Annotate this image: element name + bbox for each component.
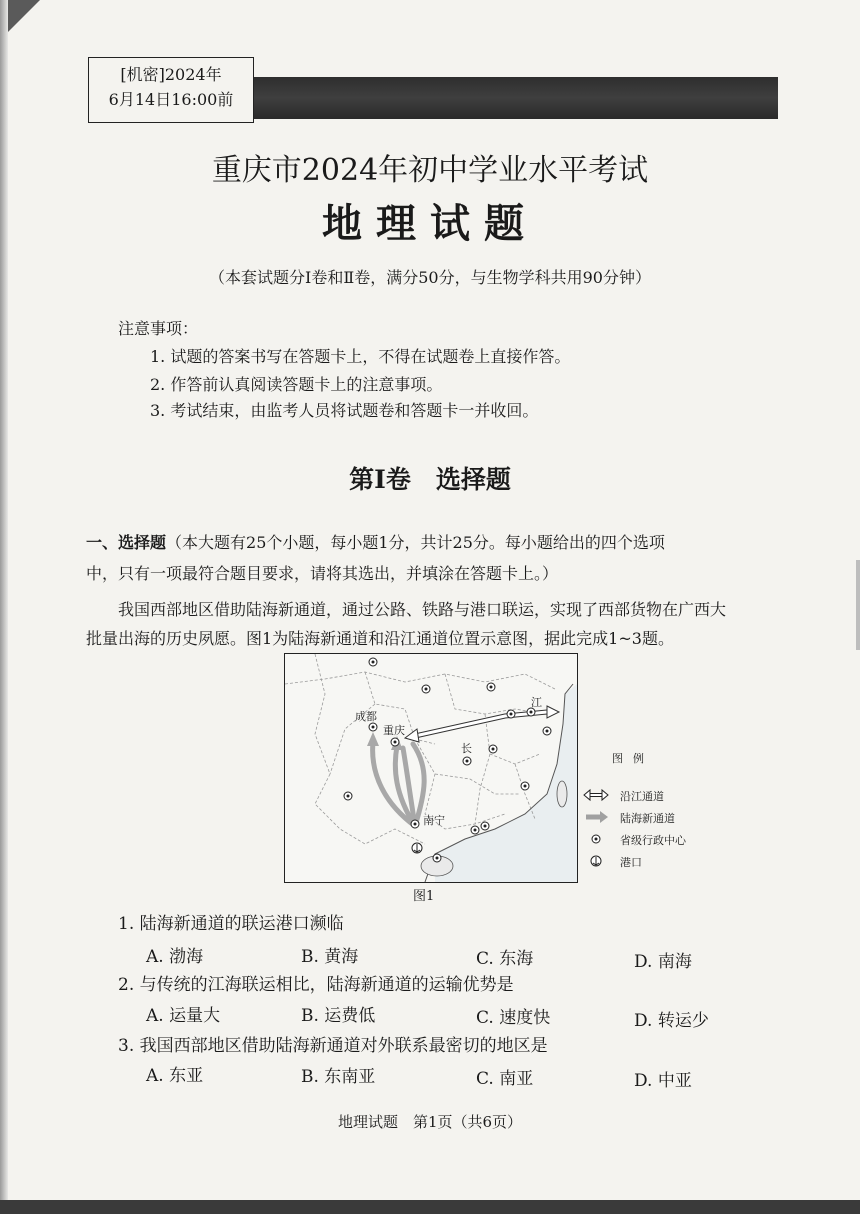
instructions-line-1 xyxy=(86,527,786,558)
label-nanning: 南宁 xyxy=(423,814,445,827)
notes-heading: 注意事项： xyxy=(118,319,199,338)
yangtze-corridor xyxy=(405,706,559,742)
scan-edge-bottom xyxy=(0,1200,860,1214)
figure-map xyxy=(284,653,578,883)
question-1-stem: 1. 陆海新通道的联运港口濒临 xyxy=(118,914,344,934)
legend-row-land-sea xyxy=(582,808,722,826)
question-1-option-c: C. 东海 xyxy=(476,949,534,969)
port-beibu xyxy=(412,843,422,853)
instructions-lead: 一、选择题 xyxy=(86,533,167,552)
label-chongqing: 重庆 xyxy=(383,724,405,737)
note-item: 1. 试题的答案书写在答题卡上，不得在试题卷上直接作答。 xyxy=(150,347,571,366)
confidential-line-1: [机密]2024年 xyxy=(120,65,222,84)
question-1-option-a: A. 渤海 xyxy=(146,947,204,967)
question-3-option-a: A. 东亚 xyxy=(146,1066,204,1086)
label-jiang: 江 xyxy=(531,696,542,709)
double-arrow-icon xyxy=(582,786,610,804)
question-3-option-c: C. 南亚 xyxy=(476,1069,534,1089)
confidential-box xyxy=(88,57,254,123)
question-2-option-a: A. 运量大 xyxy=(146,1006,221,1026)
question-3-option-b: B. 东南亚 xyxy=(301,1067,376,1087)
note-item: 2. 作答前认真阅读答题卡上的注意事项。 xyxy=(150,375,443,394)
question-2-option-b: B. 运费低 xyxy=(301,1006,376,1026)
label-chang: 长 xyxy=(461,742,472,755)
legend-label: 港口 xyxy=(620,856,642,869)
scan-edge-right xyxy=(856,560,860,650)
land-sea-corridor xyxy=(373,742,425,826)
passage-line-1: 我国西部地区借助陆海新通道，通过公路、铁路与港口联运，实现了西部货物在广西大 xyxy=(118,600,727,619)
question-3-stem: 3. 我国西部地区借助陆海新通道对外联系最密切的地区是 xyxy=(118,1036,548,1056)
question-2-option-d: D. 转运少 xyxy=(634,1011,709,1031)
legend-title: 图例 xyxy=(612,752,654,765)
exam-title: 重庆市2024年初中学业水平考试 xyxy=(211,153,649,188)
grey-arrow-icon xyxy=(582,808,610,826)
question-2-stem: 2. 与传统的江海联运相比，陆海新通道的运输优势是 xyxy=(118,975,514,995)
passage-line-2: 批量出海的历史夙愿。图1为陆海新通道和沿江通道位置示意图，据此完成1~3题。 xyxy=(86,629,674,648)
legend-label: 陆海新通道 xyxy=(620,812,675,825)
page-footer: 地理试题 第1页（共6页） xyxy=(337,1113,523,1131)
question-1-option-d: D. 南海 xyxy=(634,952,692,972)
legend-row-capital xyxy=(582,830,722,848)
anchor-icon xyxy=(582,852,610,870)
map-svg xyxy=(285,654,577,882)
label-chengdu: 成都 xyxy=(355,710,377,723)
legend-row-yangtze xyxy=(582,786,722,804)
confidential-line-2: 6月14日16:00前 xyxy=(108,90,234,109)
taiwan-island xyxy=(557,781,567,807)
question-2-option-c: C. 速度快 xyxy=(476,1008,551,1028)
figure-caption: 图1 xyxy=(413,889,435,904)
legend-label: 沿江通道 xyxy=(620,790,664,803)
capital-icon xyxy=(582,830,610,848)
exam-subtitle: （本套试题分Ⅰ卷和Ⅱ卷，满分50分，与生物学科共用90分钟） xyxy=(209,268,651,287)
legend-row-port xyxy=(582,852,722,870)
section-title: 第Ⅰ卷 选择题 xyxy=(349,465,511,494)
question-3-option-d: D. 中亚 xyxy=(634,1071,692,1091)
subject-title: 地理试题 xyxy=(322,200,538,247)
note-item: 3. 考试结束，由监考人员将试题卷和答题卡一并收回。 xyxy=(150,401,539,420)
question-1-option-b: B. 黄海 xyxy=(301,947,359,967)
legend-label: 省级行政中心 xyxy=(620,834,686,847)
instructions-text: （本大题有25个小题，每小题1分，共计25分。每小题给出的四个选项 xyxy=(166,533,665,552)
instructions-line-2: 中，只有一项最符合题目要求，请将其选出，并填涂在答题卡上。） xyxy=(86,564,559,583)
confidential-bar xyxy=(254,77,778,119)
